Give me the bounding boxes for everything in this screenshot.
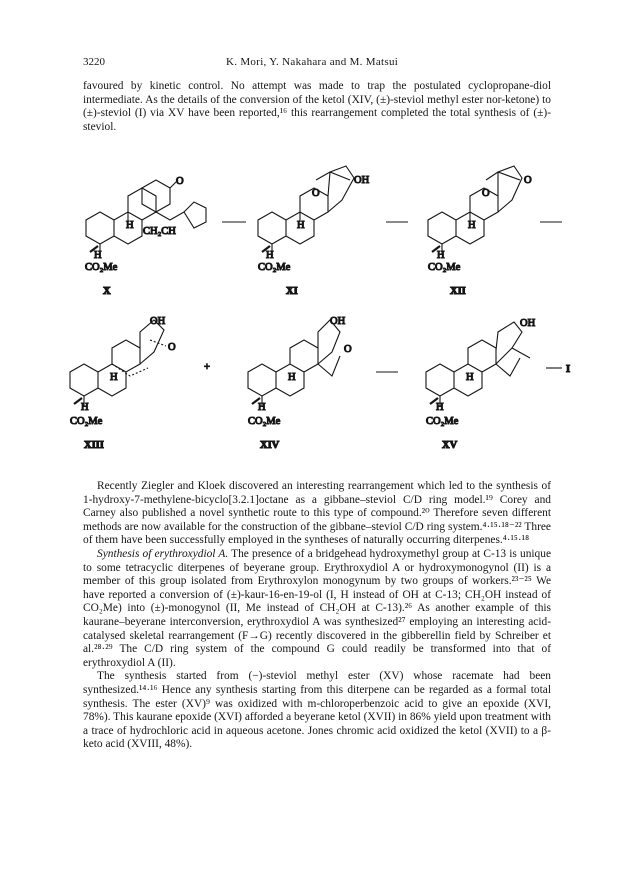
body-text (83, 480, 551, 752)
page-number: 3220 (83, 56, 105, 68)
section-title: Synthesis of erythroxydiol A. (97, 547, 229, 560)
scheme-o-label: O (524, 175, 532, 186)
scheme-oh-label: OH (150, 316, 166, 327)
structure-XII (428, 166, 522, 254)
scheme-h-label: H (258, 402, 266, 413)
plus-sign: + (204, 362, 210, 373)
scheme-h-label: H (126, 220, 134, 231)
scheme-o-label: O (344, 344, 352, 355)
compound-label-XV: XV (442, 440, 458, 451)
structure-XI (258, 166, 354, 254)
structure-X (86, 180, 206, 254)
scheme-o-label: O (482, 188, 490, 199)
structure-XIII (70, 320, 166, 406)
scheme-h-label: H (81, 402, 89, 413)
scheme-o-label: O (176, 176, 184, 187)
structure-XIV (248, 320, 340, 406)
scheme-h-label: H (288, 372, 296, 383)
compound-label-XIII: XIII (84, 440, 104, 451)
scheme-h-label: H (436, 402, 444, 413)
scheme-h-label: H (94, 250, 102, 261)
scheme-h-label: H (110, 372, 118, 383)
scheme-co2me-label: CO₂Me (428, 262, 461, 273)
compound-label-XII: XII (450, 286, 466, 297)
scheme-h-label: H (297, 220, 305, 231)
compound-label-I: I (566, 364, 571, 375)
scheme-h-label: H (437, 250, 445, 261)
intro-text: favoured by kinetic control. No attempt was made to trap the postulated cyclopropane-diol intermediate. As the details of the conversion of the ketol (XIV, (±)-steviol methyl ester nor-ketone) to (±)-steviol (I) via XV have been reported,¹⁶ this rearrangement completed the total synthesis of (±)-steviol. (83, 80, 551, 133)
scheme-oh-label: OH (330, 316, 346, 327)
paragraph-1: Recently Ziegler and Kloek discovered an interesting rearrangement which led to the synthesis of 1-hydroxy-7-methylene-bicyclo[3.2.1]octane as a gibbane–steviol C/D ring model.¹⁹ Corey and Carney also published a novel synthetic route to this type of compound.²⁰ Therefore seven different methods are now available for the construction of the gibbane–steviol C/D ring system.⁴·¹⁵·¹⁸⁻²² Three of them have been successfully employed in the syntheses of naturally occurring diterpenes.⁴·¹⁵·¹⁸ (83, 480, 551, 547)
compound-label-XI: XI (286, 286, 298, 297)
scheme-h-label: H (468, 220, 476, 231)
structure-XV (426, 322, 530, 406)
scheme-co2me-label: CO₂Me (85, 262, 118, 273)
scheme-o-label: O (312, 188, 320, 199)
scheme-h-label: H (266, 250, 274, 261)
scheme-co2me-label: CO₂Me (248, 416, 281, 427)
scheme-h-label: H (466, 372, 474, 383)
scheme-co2me-label: CO₂Me (70, 416, 103, 427)
scheme-oh-label: OH (520, 318, 536, 329)
running-authors: K. Mori, Y. Nakahara and M. Matsui (226, 56, 399, 68)
compound-label-X: X (103, 286, 111, 297)
paragraph-3: The synthesis started from (−)-steviol methyl ester (XV) whose racemate had been synthesized.¹⁴·¹⁶ Hence any synthesis starting from this diterpene can be regarded as a formal total synthesis. The ester (XV)⁹ was oxidized with m-chloroperbenzoic acid to give an epoxide (XVI, 78%). This kaurane epoxide (XVI) afforded a beyerane ketol (XVII) in 86% yield upon treatment with a trace of hydrochloric acid in aqueous acetone. Jones chromic acid oxidized the ketol (XVII) to a β-keto acid (XVIII, 48%). (83, 670, 551, 751)
compound-label-XIV: XIV (260, 440, 280, 451)
paragraph-2 (83, 548, 551, 670)
scheme-co2me-label: CO₂Me (426, 416, 459, 427)
scheme-o-label: O (168, 342, 176, 353)
paragraph-2-text: The presence of a bridgehead hydroxymethyl group at C-13 is unique to some tetracyclic diterpenes of beyerane group. Erythroxydiol A or hydroxymonogynol (II) is a member of this group isolated from Erythroxylon monogynum by two groups of workers.²³⁻²⁵ We have reported a conversion of (±)-kaur-16-en-19-ol (I, H instead of OH at C-13; CH₂OH instead of CO₂Me) into (±)-monogynol (II, Me instead of CH₂OH at C-13).²⁶ As another example of this kaurane–beyerane interconversion, erythroxydiol A was synthesized²⁷ employing an interesting acid-catalysed skeletal rearrangement (F→G) recently discovered in the gibberellin field by Schreiber et al.²⁸·²⁹ The C/D ring system of the compound G could readily be transformed into that of erythroxydiol A (II). (83, 547, 551, 669)
scheme-oh-label: OH (354, 175, 370, 186)
scheme-co2me-label: CO₂Me (258, 262, 291, 273)
scheme-ch2ch-label: CH₂CH (143, 226, 176, 237)
